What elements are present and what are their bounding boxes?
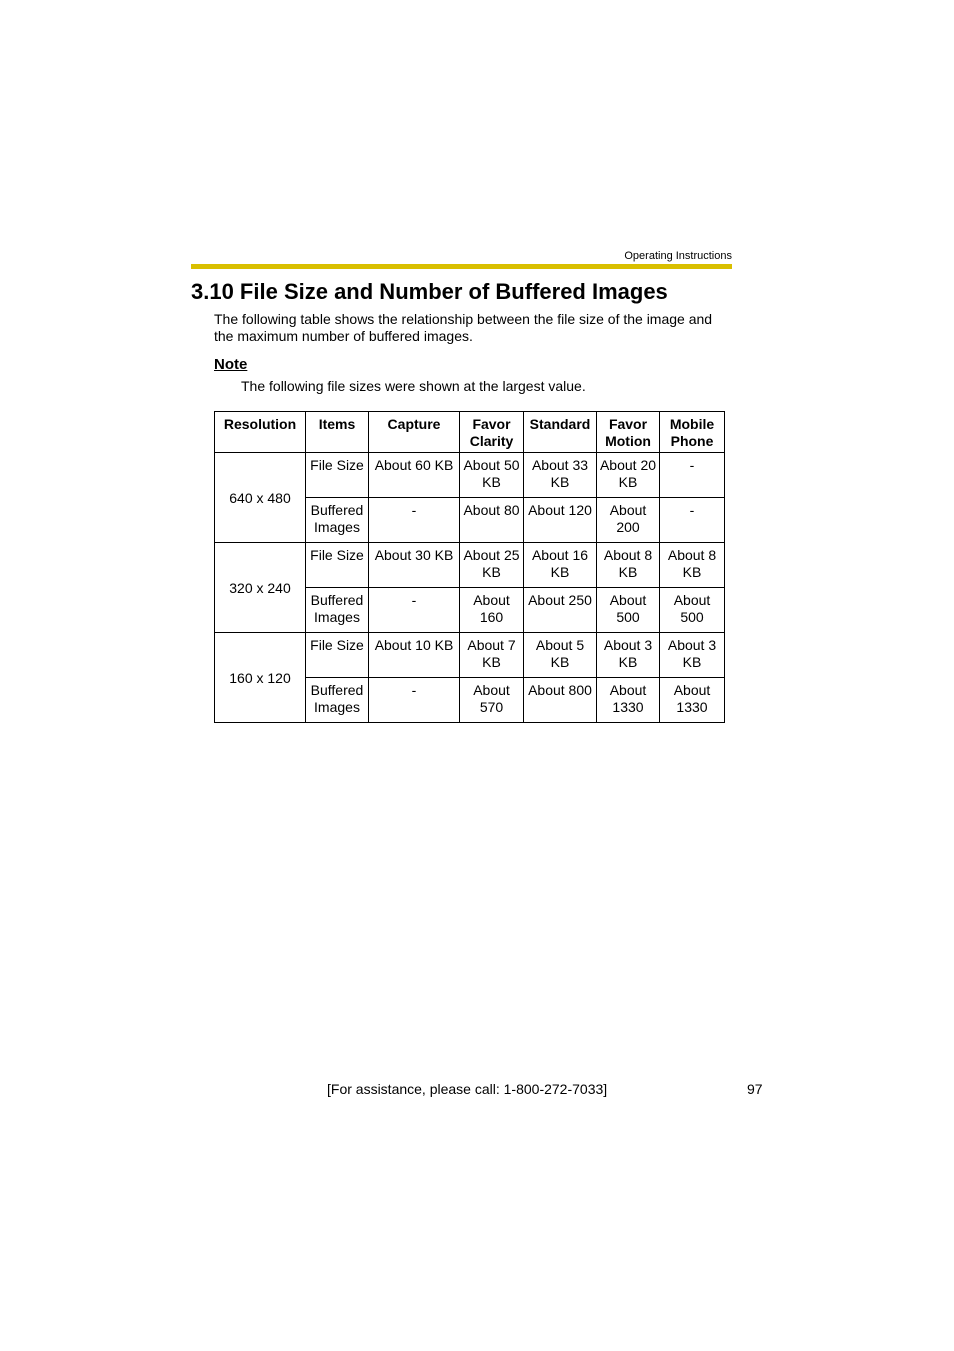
note-text: The following file sizes were shown at the largest value.	[241, 378, 586, 394]
table-row	[215, 543, 725, 588]
item-cell: File Size	[306, 453, 369, 498]
table-row	[215, 633, 725, 678]
favor-motion-cell: About 500	[597, 588, 660, 633]
header-favor-clarity: Favor Clarity	[460, 412, 524, 453]
mobile-phone-cell: About 500	[660, 588, 725, 633]
header-favor-motion: Favor Motion	[597, 412, 660, 453]
favor-clarity-cell: About 570	[460, 678, 524, 723]
mobile-phone-cell: -	[660, 453, 725, 498]
favor-clarity-cell: About 160	[460, 588, 524, 633]
page-number: 97	[747, 1081, 763, 1097]
standard-cell: About 16 KB	[524, 543, 597, 588]
item-cell: Buffered Images	[306, 588, 369, 633]
header-resolution: Resolution	[215, 412, 306, 453]
favor-clarity-cell: About 80	[460, 498, 524, 543]
item-cell: File Size	[306, 543, 369, 588]
item-cell: Buffered Images	[306, 678, 369, 723]
standard-cell: About 33 KB	[524, 453, 597, 498]
favor-motion-cell: About 8 KB	[597, 543, 660, 588]
resolution-cell: 160 x 120	[215, 633, 306, 723]
favor-clarity-cell: About 25 KB	[460, 543, 524, 588]
standard-cell: About 120	[524, 498, 597, 543]
capture-cell: -	[369, 588, 460, 633]
table-header-row	[215, 412, 725, 453]
favor-motion-cell: About 1330	[597, 678, 660, 723]
header-items: Items	[306, 412, 369, 453]
favor-motion-cell: About 3 KB	[597, 633, 660, 678]
mobile-phone-cell: About 3 KB	[660, 633, 725, 678]
resolution-cell: 320 x 240	[215, 543, 306, 633]
standard-cell: About 5 KB	[524, 633, 597, 678]
favor-clarity-cell: About 50 KB	[460, 453, 524, 498]
favor-motion-cell: About 20 KB	[597, 453, 660, 498]
mobile-phone-cell: About 1330	[660, 678, 725, 723]
note-heading: Note	[214, 356, 248, 373]
standard-cell: About 250	[524, 588, 597, 633]
resolution-cell: 640 x 480	[215, 453, 306, 543]
favor-clarity-cell: About 7 KB	[460, 633, 524, 678]
header-capture: Capture	[369, 412, 460, 453]
header-mobile-phone: Mobile Phone	[660, 412, 725, 453]
capture-cell: About 60 KB	[369, 453, 460, 498]
item-cell: Buffered Images	[306, 498, 369, 543]
intro-paragraph: The following table shows the relationship between the file size of the image and the maximum number of buffered images.	[214, 311, 713, 344]
standard-cell: About 800	[524, 678, 597, 723]
running-header: Operating Instructions	[624, 250, 732, 262]
capture-cell: -	[369, 678, 460, 723]
capture-cell: -	[369, 498, 460, 543]
favor-motion-cell: About 200	[597, 498, 660, 543]
item-cell: File Size	[306, 633, 369, 678]
mobile-phone-cell: About 8 KB	[660, 543, 725, 588]
header-standard: Standard	[524, 412, 597, 453]
mobile-phone-cell: -	[660, 498, 725, 543]
header-rule	[191, 264, 732, 269]
section-title: 3.10 File Size and Number of Buffered Images	[191, 279, 668, 304]
file-size-table	[214, 411, 725, 723]
assistance-line: [For assistance, please call: 1-800-272-7033]	[327, 1081, 608, 1097]
capture-cell: About 30 KB	[369, 543, 460, 588]
capture-cell: About 10 KB	[369, 633, 460, 678]
table-row	[215, 453, 725, 498]
